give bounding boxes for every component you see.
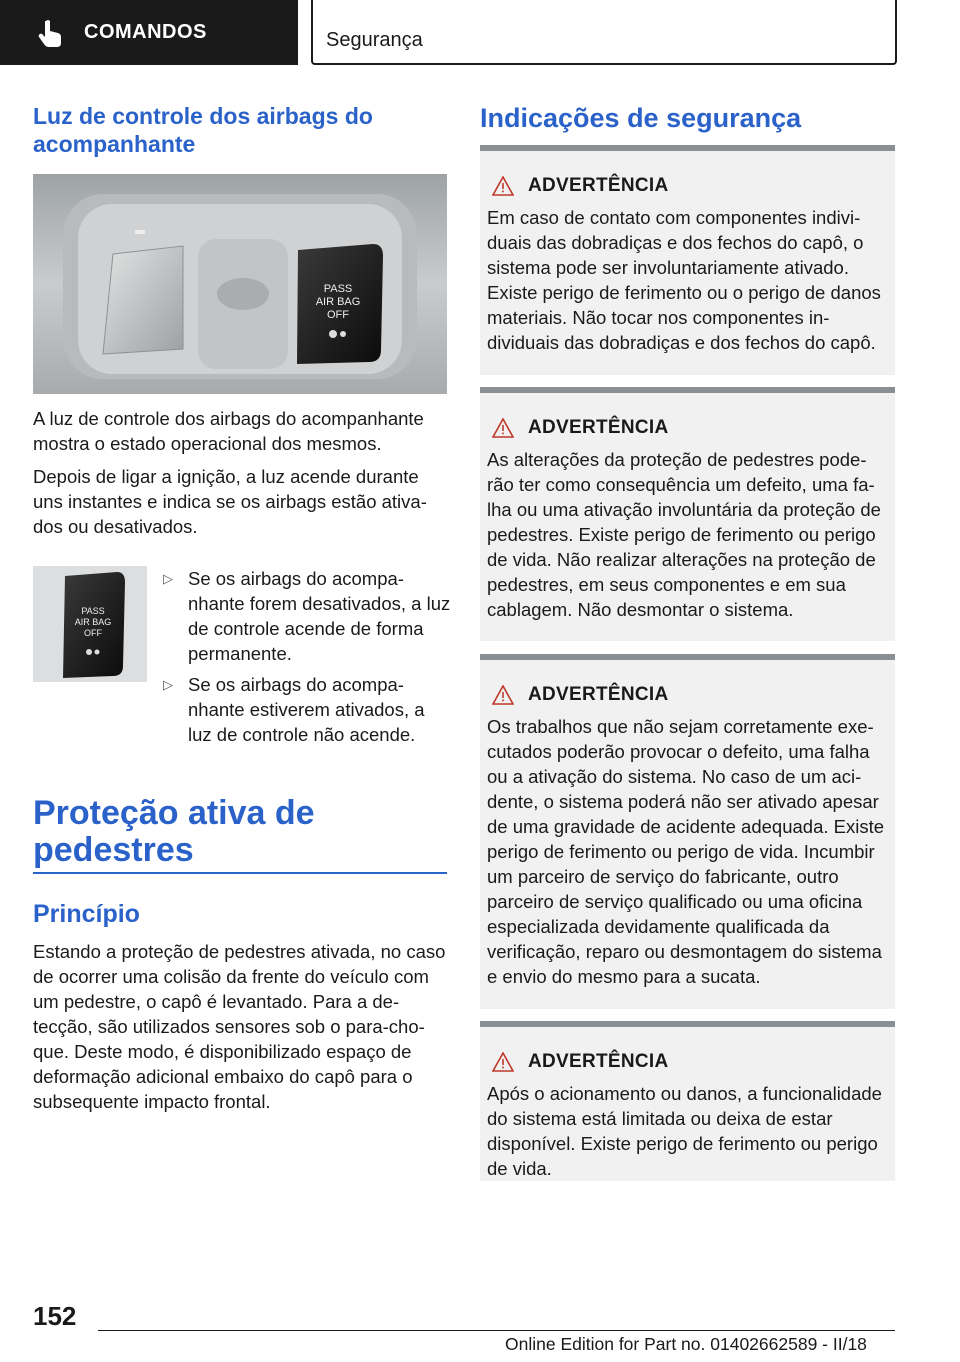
panel-text-line-1: PASS <box>323 283 353 295</box>
section-header <box>311 0 897 65</box>
list-marker-icon: ▷ <box>163 677 173 692</box>
warning-title: ADVERTÊNCIA <box>528 175 669 196</box>
section-title: Proteção ativa de pedestres <box>33 794 315 869</box>
chapter-tab[interactable] <box>0 0 298 65</box>
warning-box <box>480 387 895 641</box>
panel-text-line-2: AIR BAG <box>315 296 361 308</box>
chapter-label: COMANDOS <box>84 21 207 43</box>
section-divider <box>33 872 447 874</box>
airbag-panel-photo <box>33 174 447 394</box>
list-item <box>163 566 453 666</box>
page-number: 152 <box>33 1301 77 1331</box>
paragraph-2: Depois de ligar a ignição, a luz acende durante uns instantes e indica se os airbags estão ativados ou desativados. <box>33 466 427 537</box>
subsection-title: Princípio <box>33 900 140 928</box>
warning-triangle-icon <box>492 176 514 196</box>
footer-edition: Online Edition for Part no. 01402662589 - II/18 <box>505 1334 867 1354</box>
principle-paragraph: Estando a proteção de pedestres ativada, no caso de ocorrer uma colisão da frente do veículo com um pedestre, o capô é levantado. Para a detecção, são utilizados sensores sob o para-choque. Deste modo, é disponibilizado espaço de deformação adicional embaixo do capô para o subsequente impacto frontal. <box>33 941 446 1112</box>
warning-title: ADVERTÊNCIA <box>528 1051 669 1072</box>
list-item-text: Se os airbags do acompanhante forem desativados, a luz de controle acende de forma permanente. <box>188 568 451 664</box>
warning-text: Os trabalhos que não sejam corretamente executados poderão provocar o defeito, uma falha ou a ativação do sistema. No caso de um acidente, o sistema poderá não ser ativado apesar de uma gravidade de acidente adequada. Existe perigo de ferimento ou perigo de vida. Incumbir um parceiro de serviço do fabricante, outro parceiro de serviço qualificado ou uma oficina especializada devidamente qualificada da verificação, reparo ou desmontagem do sistema e envio do mesmo para a sucata. <box>487 716 885 987</box>
small-panel-text-line-3: OFF <box>84 628 102 638</box>
warning-text: As alterações da proteção de pedestres poderão ter como consequência um defeito, uma falha ou uma ativação involuntária da proteção de pedestres. Existe perigo de ferimento ou perigo de vida. Não realizar alterações na proteção de pedestres, em seus componentes e em sua cablagem. Não desmontar o sistema. <box>487 449 881 620</box>
airbag-light-heading: Luz de controle dos airbags do acompanhante <box>33 103 373 157</box>
list-marker-icon: ▷ <box>163 571 173 586</box>
footer-divider <box>98 1330 895 1331</box>
list-item-text: Se os airbags do acompanhante estiverem ativados, a luz de controle não acende. <box>188 674 425 745</box>
warning-box <box>480 654 895 1009</box>
warning-text: Em caso de contato com componentes individuais das dobradiças e dos fechos do capô, o sistema pode ser involuntariamente ativado. Existe perigo de ferimento ou o perigo de danos materiais. Não tocar nos componentes individuais das dobradiças e dos fechos do capô. <box>487 207 881 353</box>
airbag-off-light-photo <box>33 566 147 682</box>
warning-triangle-icon <box>492 685 514 705</box>
panel-text-line-3: OFF <box>327 309 349 321</box>
warning-box <box>480 1021 895 1181</box>
safety-heading: Indicações de segurança <box>480 103 802 133</box>
warning-triangle-icon <box>492 418 514 438</box>
small-panel-text-line-2: AIR BAG <box>74 617 112 627</box>
section-label: Segurança <box>326 29 423 51</box>
warning-text: Após o acionamento ou danos, a funcionalidade do sistema está limitada ou deixa de estar disponível. Existe perigo de ferimento ou perigo de vida. <box>487 1083 882 1179</box>
warning-title: ADVERTÊNCIA <box>528 684 669 705</box>
list-item <box>163 672 453 747</box>
warning-title: ADVERTÊNCIA <box>528 417 669 438</box>
warning-triangle-icon <box>492 1052 514 1072</box>
warning-box <box>480 145 895 375</box>
hand-pointer-icon <box>38 19 64 47</box>
paragraph-1: A luz de controle dos airbags do acompanhante mostra o estado operacional dos mesmos. <box>33 408 424 454</box>
small-panel-text-line-1: PASS <box>81 606 105 616</box>
